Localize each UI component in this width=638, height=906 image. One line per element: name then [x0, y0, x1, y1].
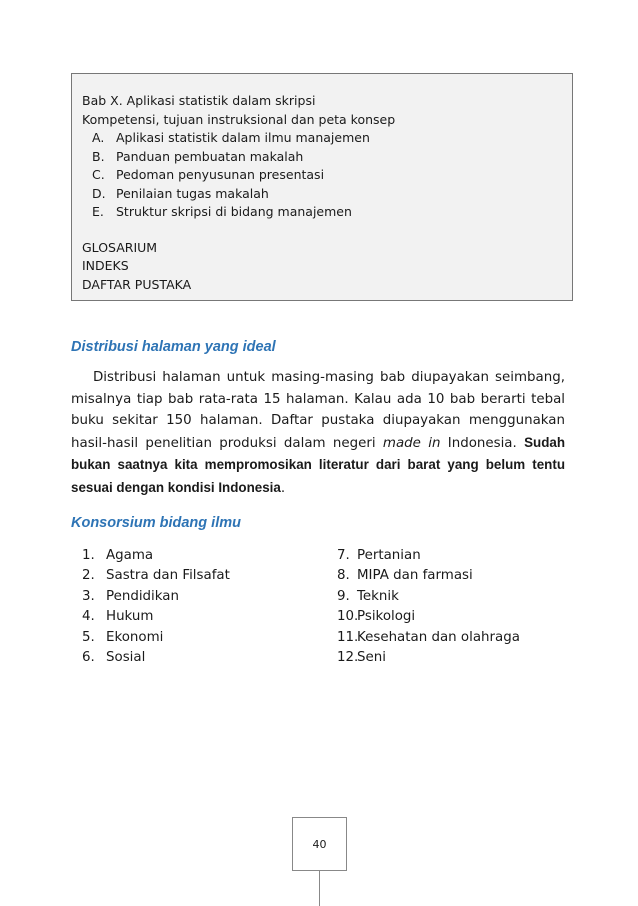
list-item: 2. Sastra dan Filsafat	[82, 568, 230, 584]
toc-indeks: INDEKS	[82, 258, 129, 273]
list-item: 11. Kesehatan dan olahraga	[337, 629, 520, 645]
toc-item: E. Struktur skripsi di bidang manajemen	[92, 204, 352, 219]
list-item: 12. Seni	[337, 650, 386, 666]
toc-daftar-pustaka: DAFTAR PUSTAKA	[82, 276, 192, 292]
toc-chapter-title: Bab X. Aplikasi statistik dalam skripsi	[82, 93, 316, 108]
list-item: 6. Sosial	[82, 650, 146, 666]
list-item: 7. Pertanian	[337, 548, 421, 563]
highlighted-statement: Sudah bukan saatnya kita mempromosikan literatur dari barat yang belum tentu sesuai dengan kondisi Indonesia	[71, 434, 566, 495]
list-item: 10. Psikologi	[337, 609, 416, 625]
list-item: 1. Agama	[82, 548, 154, 563]
distribution-paragraph: Distribusi halaman untuk masing-masing bab diupayakan seimbang, misalnya tiap bab rata-rata 15 halaman. Kalau ada 10 bab berarti tebal buku sekitar 150 halaman. Daftar pustaka diupayakan menggunakan hasil-hasil penelitian produksi dalam negeri made in Indonesia. Sudah bukan saatnya kita mempromosikan literatur dari barat yang belum tentu sesuai dengan kondisi Indonesia.	[71, 370, 566, 496]
list-item: 8. MIPA dan farmasi	[337, 568, 473, 584]
toc-item: B. Panduan pembuatan makalah	[92, 148, 304, 164]
list-item: 9. Teknik	[337, 588, 399, 604]
list-item: 5. Ekonomi	[82, 629, 164, 645]
page-number-divider	[319, 871, 320, 906]
table-of-contents-box	[71, 73, 573, 301]
toc-intro: Kompetensi, tujuan instruksional dan peta konsep	[82, 111, 396, 127]
toc-item-list	[82, 129, 560, 222]
page-number: 40	[312, 838, 327, 851]
field-list-right	[337, 546, 520, 668]
list-item: 4. Hukum	[82, 609, 154, 625]
toc-item: A. Aplikasi statistik dalam ilmu manajemen	[92, 130, 370, 145]
field-list-left	[82, 546, 230, 668]
list-item: 3. Pendidikan	[82, 588, 179, 604]
toc-item: C. Pedoman penyusunan presentasi	[92, 167, 325, 182]
toc-item: D. Penilaian tugas makalah	[92, 185, 269, 201]
toc-glosarium: GLOSARIUM	[82, 239, 158, 255]
section-heading-konsorsium: Konsorsium bidang ilmu	[71, 515, 241, 531]
section-heading-distribusi: Distribusi halaman yang ideal	[71, 339, 276, 355]
page-number-box	[292, 817, 347, 871]
